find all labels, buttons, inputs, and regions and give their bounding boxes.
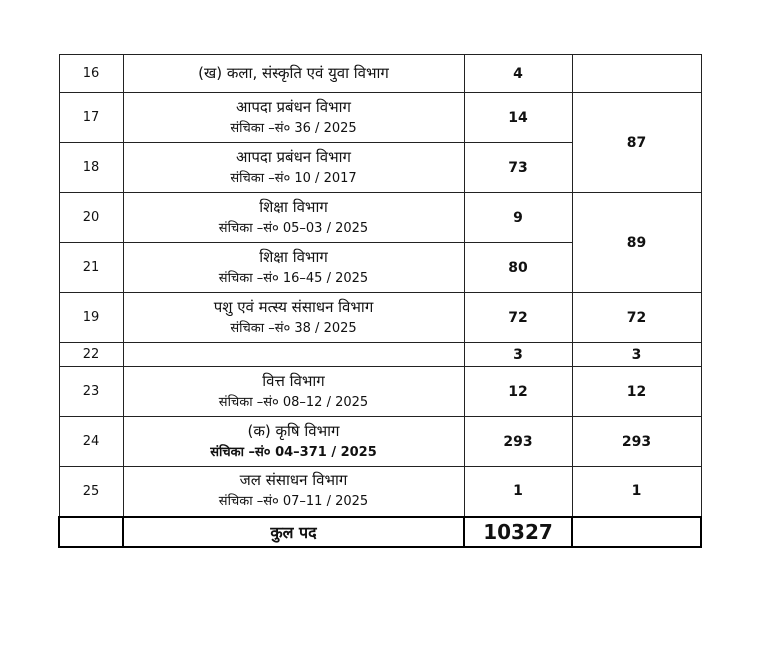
- department-cell: [123, 143, 464, 193]
- department-name: आपदा प्रबंधन विभाग: [236, 147, 351, 166]
- post-count: 73: [464, 143, 572, 193]
- department-cell: [123, 417, 464, 467]
- group-total: 3: [572, 343, 701, 367]
- group-total: 12: [572, 367, 701, 417]
- table-row: [59, 55, 701, 93]
- post-count: 80: [464, 243, 572, 293]
- department-name: (क) कृषि विभाग: [247, 421, 340, 440]
- department-cell: [123, 55, 464, 93]
- table-row: [59, 467, 701, 517]
- total-empty-cell: [59, 517, 123, 547]
- file-number: संचिका –सं० 08–12 / 2025: [218, 394, 369, 410]
- department-cell: [123, 293, 464, 343]
- file-number: संचिका –सं० 04–371 / 2025: [210, 444, 377, 460]
- serial-number: 22: [59, 343, 123, 367]
- department-name: जल संसाधन विभाग: [239, 471, 348, 490]
- total-value: 10327: [464, 517, 572, 547]
- department-name: पशु एवं मत्स्य संसाधन विभाग: [213, 297, 374, 316]
- serial-number: 21: [59, 243, 123, 293]
- group-total-empty: [572, 55, 701, 93]
- file-number: संचिका –सं० 38 / 2025: [230, 320, 357, 336]
- group-total: 293: [572, 417, 701, 467]
- serial-number: 24: [59, 417, 123, 467]
- post-count: 72: [464, 293, 572, 343]
- serial-number: 17: [59, 93, 123, 143]
- file-number: संचिका –सं० 05–03 / 2025: [218, 220, 369, 236]
- department-name: (ख) कला, संस्कृति एवं युवा विभाग: [198, 64, 389, 82]
- post-count: 14: [464, 93, 572, 143]
- table-row: [59, 343, 701, 367]
- department-name: आपदा प्रबंधन विभाग: [236, 97, 351, 116]
- department-name: वित्त विभाग: [262, 371, 325, 390]
- table-row: [59, 293, 701, 343]
- department-cell: [123, 367, 464, 417]
- serial-number: 20: [59, 193, 123, 243]
- post-count: 9: [464, 193, 572, 243]
- group-total: 87: [572, 93, 701, 193]
- table-row: [59, 417, 701, 467]
- file-number: संचिका –सं० 07–11 / 2025: [218, 494, 369, 510]
- file-number: संचिका –सं० 36 / 2025: [230, 120, 357, 136]
- post-count: 1: [464, 467, 572, 517]
- post-count: 12: [464, 367, 572, 417]
- table-row: [59, 93, 701, 143]
- department-cell: [123, 193, 464, 243]
- serial-number: 16: [59, 55, 123, 93]
- group-total: 72: [572, 293, 701, 343]
- group-total: 89: [572, 193, 701, 293]
- table-row: [59, 193, 701, 243]
- post-count: 293: [464, 417, 572, 467]
- total-empty-cell: [572, 517, 701, 547]
- group-total: 1: [572, 467, 701, 517]
- total-row: [59, 517, 701, 547]
- post-count: 3: [464, 343, 572, 367]
- department-name: शिक्षा विभाग: [259, 197, 328, 216]
- department-name: शिक्षा विभाग: [259, 247, 328, 266]
- posts-table: [58, 54, 702, 548]
- total-label: कुल पद: [123, 517, 464, 547]
- department-cell: [123, 467, 464, 517]
- serial-number: 18: [59, 143, 123, 193]
- file-number: संचिका –सं० 10 / 2017: [230, 170, 357, 186]
- serial-number: 23: [59, 367, 123, 417]
- department-cell: [123, 343, 464, 367]
- department-cell: [123, 93, 464, 143]
- table-row: [59, 367, 701, 417]
- post-count: 4: [464, 55, 572, 93]
- file-number: संचिका –सं० 16–45 / 2025: [218, 270, 369, 286]
- serial-number: 19: [59, 293, 123, 343]
- serial-number: 25: [59, 467, 123, 517]
- department-cell: [123, 243, 464, 293]
